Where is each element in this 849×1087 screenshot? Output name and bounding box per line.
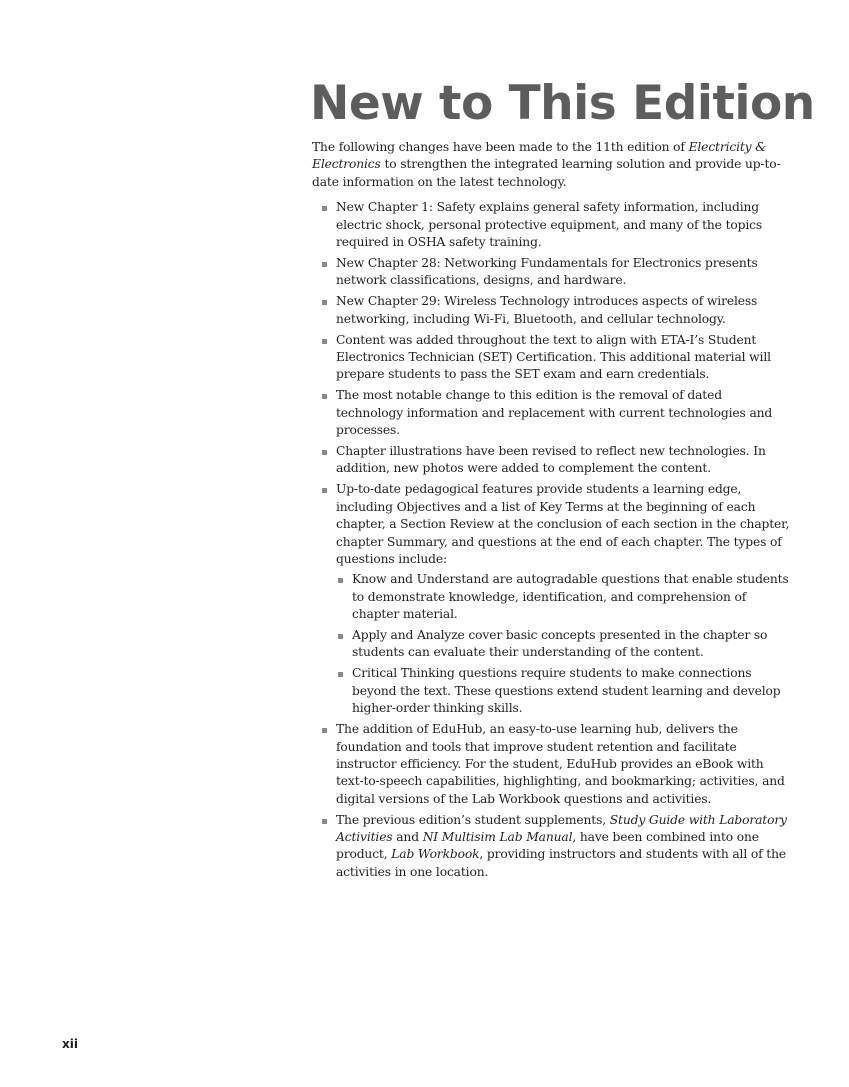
text-segment: The previous edition’s student supplements,: [336, 812, 610, 827]
list-item: [336, 255, 792, 290]
list-item: [336, 481, 792, 717]
text-segment: Chapter illustrations have been revised to reflect new technologies. In addition, new photos were added to complement the content.: [336, 444, 766, 476]
page-title: New to This Edition: [310, 76, 815, 131]
list-item: [336, 387, 792, 439]
intro-paragraph: [312, 139, 792, 191]
list-item: [336, 332, 792, 384]
text-segment: Up-to-date pedagogical features provide students a learning edge, including Objectives and a list of Key Terms at the beginning of each chapter, a Section Review at the conclusion of each section in the chapter, chapter Summary, and questions at the end of each chapter. The types of questions include:: [336, 482, 790, 566]
text-segment: and: [392, 830, 423, 845]
list-item: [336, 199, 792, 251]
sub-list-item: Know and Understand are autogradable questions that enable students to demonstrate knowledge, identification, and comprehension of chapter material.: [352, 571, 792, 623]
changes-list: [312, 199, 792, 881]
sub-list-item: Critical Thinking questions require students to make connections beyond the text. These questions extend student learning and develop higher-order thinking skills.: [352, 665, 792, 717]
italic-title: Electricity & Electronics: [312, 140, 767, 172]
text-segment: , providing instructors and students with all of the activities in one location.: [336, 847, 786, 879]
list-item: [336, 293, 792, 328]
sub-list-item: Apply and Analyze cover basic concepts presented in the chapter so students can evaluate their understanding of the content.: [352, 627, 792, 662]
list-item: [336, 443, 792, 478]
text-segment: New Chapter 29: Wireless Technology introduces aspects of wireless networking, including Wi-Fi, Bluetooth, and cellular technology.: [336, 294, 758, 326]
text-segment: The addition of EduHub, an easy-to-use learning hub, delivers the foundation and tools that improve student retention and facilitate instructor efficiency. For the student, EduHub provides an eBook with text-to-speech capabilities, highlighting, and bookmarking; activities, and digital versions of the Lab Workbook questions and activities.: [336, 722, 785, 806]
text-segment: The most notable change to this edition is the removal of dated technology information and replacement with current technologies and processes.: [336, 388, 773, 438]
question-types-list: [336, 571, 792, 717]
text-segment: The following changes have been made to the 11th edition of: [312, 140, 689, 154]
text-segment: New Chapter 28: Networking Fundamentals for Electronics presents network classifications, designs, and hardware.: [336, 255, 758, 288]
italic-title: Study Guide with Laboratory Activities: [336, 812, 787, 845]
text-segment: New Chapter 1: Safety explains general safety information, including electric shock, personal protective equipment, and many of the topics required in OSHA safety training.: [336, 200, 763, 250]
body-text: [312, 139, 792, 885]
text-segment: to strengthen the integrated learning solution and provide up-to-date information on the latest technology.: [312, 157, 781, 189]
list-item: [336, 721, 792, 808]
italic-title: Lab Workbook: [391, 847, 480, 862]
text-segment: , have been combined into one product,: [336, 830, 759, 862]
list-item: [336, 812, 792, 882]
text-segment: Content was added throughout the text to align with ETA-I’s Student Electronics Technician (SET) Certification. This additional material will prepare students to pass the SET exam and earn credentials.: [336, 332, 771, 382]
italic-title: NI Multisim Lab Manual: [422, 830, 573, 845]
page-number: xii: [62, 1037, 78, 1051]
